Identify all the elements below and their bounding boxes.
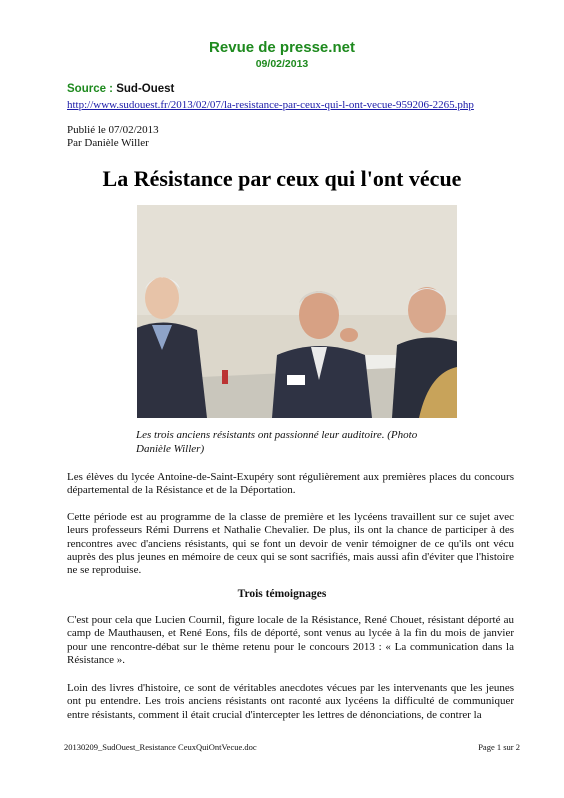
- footer-filename: 20130209_SudOuest_Resistance CeuxQuiOntVecue.doc: [64, 742, 257, 752]
- source-url-link[interactable]: http://www.sudouest.fr/2013/02/07/la-resistance-par-ceux-qui-l-ont-vecue-959206-2265.php: [67, 99, 474, 111]
- paragraph-2: Cette période est au programme de la classe de première et les lycéens travaillent sur ce sujet avec leurs professeurs Rémi Durrens et Nathalie Chevalier. De plus, ils ont la chance de participer à des rencontres avec d'anciens résistants, qui se font un devoir de venir témoigner de ce qu'ils ont vécu auprès des plus jeunes en mémoire de ceux qui se sont sacrifiés, mais aussi afin d'éviter que l'histoire ne se reproduise.: [67, 511, 514, 577]
- section-subheading: Trois témoignages: [237, 588, 327, 600]
- press-review-date: 09/02/2013: [255, 58, 309, 70]
- published-date: Publié le 07/02/2013: [67, 124, 159, 136]
- photo-caption: Les trois anciens résistants ont passionné leur auditoire. (Photo Danièle Willer): [136, 429, 418, 455]
- paragraph-4: Loin des livres d'histoire, ce sont de véritables anecdotes vécues par les intervenants que les jeunes ont pu entendre. Les trois anciens résistants ont raconté aux lycéens la difficulté de communiquer entre résistants, comment il était crucial d'intercepter les lettres de dénonciations, de contrer la: [67, 682, 514, 721]
- paragraph-3: C'est pour cela que Lucien Cournil, figure locale de la Résistance, René Chouet, résistant déporté au camp de Mauthausen, et René Eons, fils de déporté, sont venus au lycée à la fin du mois de janvier pour une rencontre-débat sur le thème retenu pour le concours 2013 : « La communication dans la Résistance ».: [67, 614, 514, 666]
- site-title: Revue de presse.net: [209, 39, 355, 56]
- source-label: Source :: [67, 83, 114, 95]
- article-photo: [137, 205, 457, 418]
- article-title: La Résistance par ceux qui l'ont vécue: [102, 166, 462, 191]
- footer-page-number: Page 1 sur 2: [478, 742, 520, 752]
- paragraph-1: Les élèves du lycée Antoine-de-Saint-Exupéry sont régulièrement aux premières places du concours départemental de la Résistance et de la Déportation.: [67, 471, 514, 497]
- author-line: Par Danièle Willer: [67, 137, 149, 149]
- source-name: Sud-Ouest: [116, 83, 175, 95]
- source-line: [67, 83, 174, 95]
